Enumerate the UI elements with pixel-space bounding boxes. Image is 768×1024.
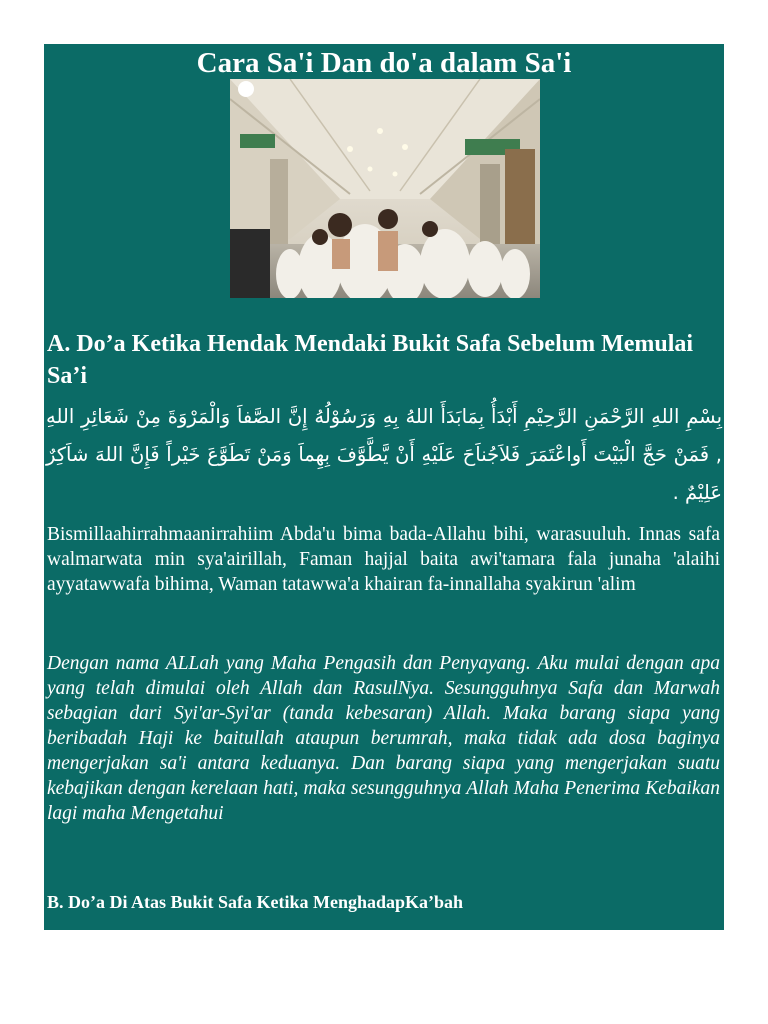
section-a-translation: Dengan nama ALLah yang Maha Pengasih dan Penyayang. Aku mulai dengan apa yang telah dimulai oleh Allah dan RasulNya. Sesungguhnya Safa dan Marwah sebagian dari Syi'ar-Syi'ar (tanda kebesaran) Allah. Maka barang siapa yang beribadah Haji ke baitullah ataupun berumrah, maka tidak ada dosa baginya mengerjakan sa'i antara keduanya. Dan barang siapa yang mengerjakan suatu kebajikan dengan kerelaan hati, maka sesungguhnya Allah Maha Penerima Kebaikan lagi maha Mengetahui	[47, 653, 720, 824]
document-panel	[44, 44, 724, 930]
section-a-arabic-text: بِسْمِ اللهِ الرَّحْمَنِ الرَّحِيْمِ أَبْدَأُ بِمَابَدَأَ اللهُ بِهِ وَرَسُوْلُهُ إِنَّ الصَّفاَ وَالْمَرْوَةَ مِنْ شَعَائِرِ اللهِ , فَمَنْ حَجَّ الْبَيْتَ أَواعْتَمَرَ فَلاَجُناَحَ عَلَيْهِ أَنْ يَّطَّوَّفَ بِهِماَ وَمَنْ تَطَوَّعَ خَيْراً فَإِنَّ اللهَ شاَكِرٌ عَلِيْمٌ .	[46, 405, 722, 504]
section-a-heading: A. Do’a Ketika Hendak Mendaki Bukit Safa Sebelum Memulai Sa’i	[47, 331, 694, 389]
photo-pilgrims-masjid-corridor	[230, 79, 540, 298]
section-b-heading: B. Do’a Di Atas Bukit Safa Ketika MenghadapKa’bah	[47, 892, 464, 912]
document-title: Cara Sa'i Dan do'a dalam Sa'i	[196, 47, 572, 79]
section-a-transliteration: Bismillaahirrahmaanirrahiim Abda'u bima bada-Allahu bihi, warasuuluh. Innas safa walmarwata min sya'airillah, Faman hajjal baita awi'tamara fala junaha 'alaihi ayyatawwafa bihima, Waman tatawwa'a khairan fa-innallaha syakirun 'alim	[47, 524, 720, 595]
